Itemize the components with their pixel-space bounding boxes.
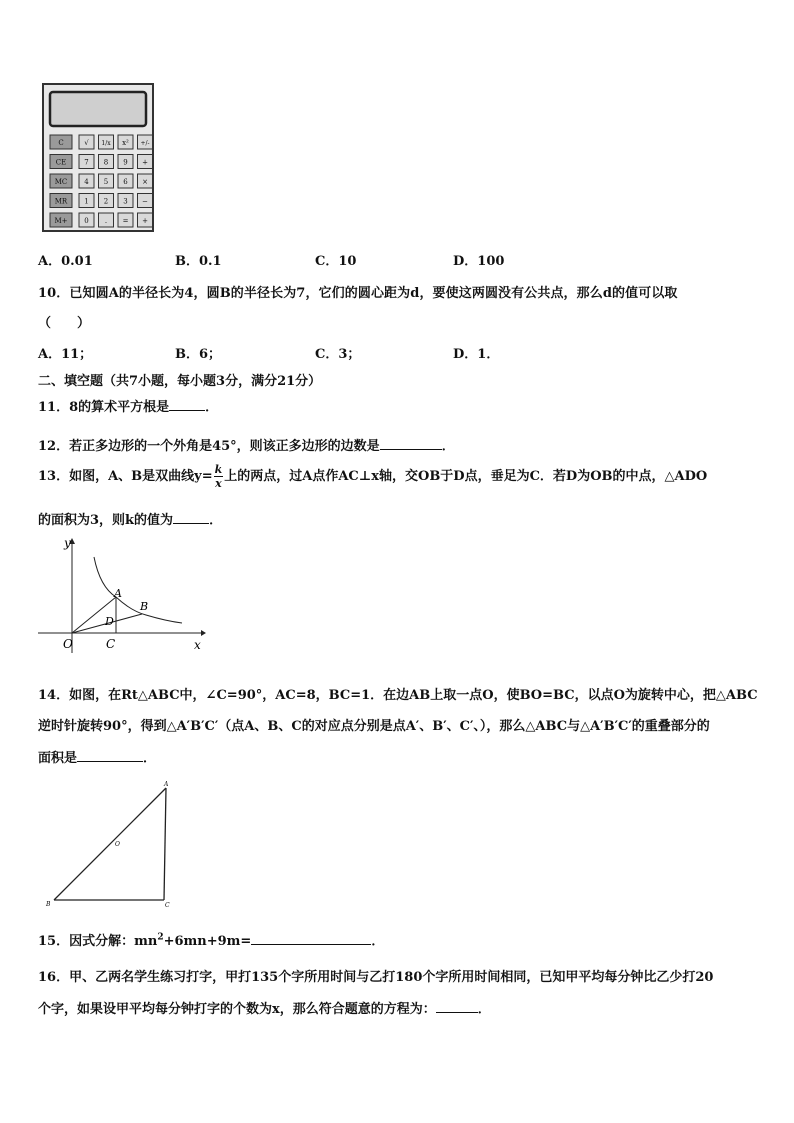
q11-end: ． (205, 400, 219, 415)
q14-line1: 14．如图，在Rt△ABC中，∠C=90°，AC=8，BC=1．在边AB上取一点O，使BO=BC，以点O为旋转中心，把△ABC (38, 688, 758, 703)
q13-frac-den: x (215, 477, 222, 490)
q11 (38, 396, 218, 415)
q12-end: ． (441, 439, 455, 454)
q13-figure (36, 535, 208, 657)
label-b: B (140, 600, 149, 613)
q14-end: ． (143, 751, 157, 766)
label-c: C (106, 637, 116, 651)
calculator-key-label: C (58, 139, 64, 147)
calculator-key-label: MR (54, 197, 68, 206)
calculator-key-label: M+ (54, 217, 68, 225)
triangle-diagram (44, 778, 179, 910)
q10-paren: （ ） (38, 316, 91, 331)
q14-line3 (38, 747, 156, 766)
q12 (38, 435, 455, 454)
q13-answer-blank[interactable] (173, 511, 209, 524)
calculator-key-label: √ (84, 139, 89, 147)
q16-answer-blank[interactable] (436, 1000, 478, 1013)
calculator-key-label: = (122, 217, 129, 225)
calculator-key-label: − (142, 197, 148, 206)
q10-option-d: D．1． (453, 347, 500, 362)
calculator-key-label: × (142, 178, 148, 186)
q10-text: 10．已知圆A的半径长为4，圆B的半径长为7，它们的圆心距为d，要使这两圆没有公共点，那么d的值可以取 (38, 286, 678, 301)
calculator-key-label: 6 (123, 178, 128, 186)
calculator-key-label: 1/x (101, 140, 111, 147)
q13-text-b: 上的两点，过A点作AC⊥x轴，交OB于D点，垂足为C．若D为OB的中点，△ADO (224, 469, 708, 484)
q14-answer-blank[interactable] (77, 749, 143, 762)
label-y: y (64, 536, 71, 550)
section-heading: 二、填空题（共7小题，每小题3分，满分21分） (38, 374, 322, 389)
label-x: x (194, 638, 201, 652)
q15 (38, 930, 384, 949)
calculator-key-label: +/- (140, 140, 150, 147)
calculator-key-label: 9 (123, 158, 128, 167)
q16-line1: 16．甲、乙两名学生练习打字，甲打135个字所用时间与乙打180个字所用时间相同，已知甲平均每分钟比乙少打20 (38, 970, 714, 985)
label-b: B (46, 901, 51, 908)
calculator-key-label: 3 (123, 197, 128, 206)
q16-text: 个字，如果设甲平均每分钟打字的个数为x，那么符合题意的方程为： (38, 1002, 436, 1017)
q13-text-c: 的面积为3，则k的值为 (38, 513, 174, 528)
calculator-key-label: 0 (84, 217, 89, 225)
calculator-key-label: MC (54, 178, 68, 186)
q13-end: ． (209, 513, 223, 528)
label-d: D (105, 615, 114, 628)
hyperbola-diagram (36, 535, 208, 657)
label-o: O (63, 637, 73, 651)
q14-line2: 逆时针旋转90°，得到△A′B′C′（点A、B、C的对应点分别是点A′、B′、C′、），那么△ABC与△A′B′C′的重叠部分的 (38, 719, 710, 734)
q10-option-c: C．3； (315, 347, 361, 362)
calculator-key-label: CE (55, 158, 67, 167)
segment-ac (164, 788, 166, 900)
q15-text-a: 15．因式分解：mn (38, 934, 158, 949)
label-c: C (165, 902, 170, 909)
calculator-key-label: 4 (84, 178, 89, 186)
calculator-key-label: 7 (84, 158, 89, 167)
q10-option-b: B．6； (175, 347, 222, 362)
calculator-figure (42, 83, 154, 232)
segment-ab (54, 788, 166, 900)
hyperbola-curve (94, 557, 182, 623)
q13-text-a: 13．如图，A、B是双曲线y= (38, 469, 213, 484)
q14-figure (44, 778, 179, 910)
q13-line2 (38, 509, 222, 528)
q15-answer-blank[interactable] (251, 932, 371, 945)
label-o: O (115, 841, 120, 848)
label-a: A (114, 587, 122, 600)
q13-fraction (214, 463, 224, 490)
q13-frac-num: k (214, 463, 223, 476)
calculator-key-label: 2 (103, 197, 109, 206)
calculator-key-label: 8 (103, 158, 109, 167)
q12-text: 12．若正多边形的一个外角是45°，则该正多边形的边数是 (38, 439, 380, 454)
calculator-svg (42, 83, 154, 232)
calculator-key-label: x² (122, 139, 129, 147)
q9-option-c: C．10 (315, 254, 357, 269)
calculator-key-label: 5 (103, 178, 109, 186)
calculator-key-label: + (142, 158, 148, 167)
q9-option-a: A．0.01 (38, 254, 93, 269)
q12-answer-blank[interactable] (380, 437, 442, 450)
q10-option-a: A．11； (38, 347, 93, 362)
q9-option-d: D．100 (453, 254, 505, 269)
x-axis-arrow (201, 630, 206, 636)
q9-option-b: B．0.1 (175, 254, 222, 269)
q13-line1 (38, 463, 707, 490)
calculator-key-label: 1 (84, 197, 89, 206)
q15-superscript: 2 (157, 932, 164, 943)
q11-text: 11．8的算术平方根是 (38, 400, 170, 415)
q11-answer-blank[interactable] (169, 398, 205, 411)
calculator-key-label: . (104, 217, 108, 225)
q14-text: 面积是 (38, 751, 78, 766)
label-a: A (164, 781, 169, 788)
calculator-key-label: + (142, 217, 148, 225)
q15-text-b: +6mn+9m= (163, 934, 252, 949)
q16-line2 (38, 998, 491, 1017)
q16-end: ． (477, 1002, 491, 1017)
q15-end: ． (371, 934, 385, 949)
